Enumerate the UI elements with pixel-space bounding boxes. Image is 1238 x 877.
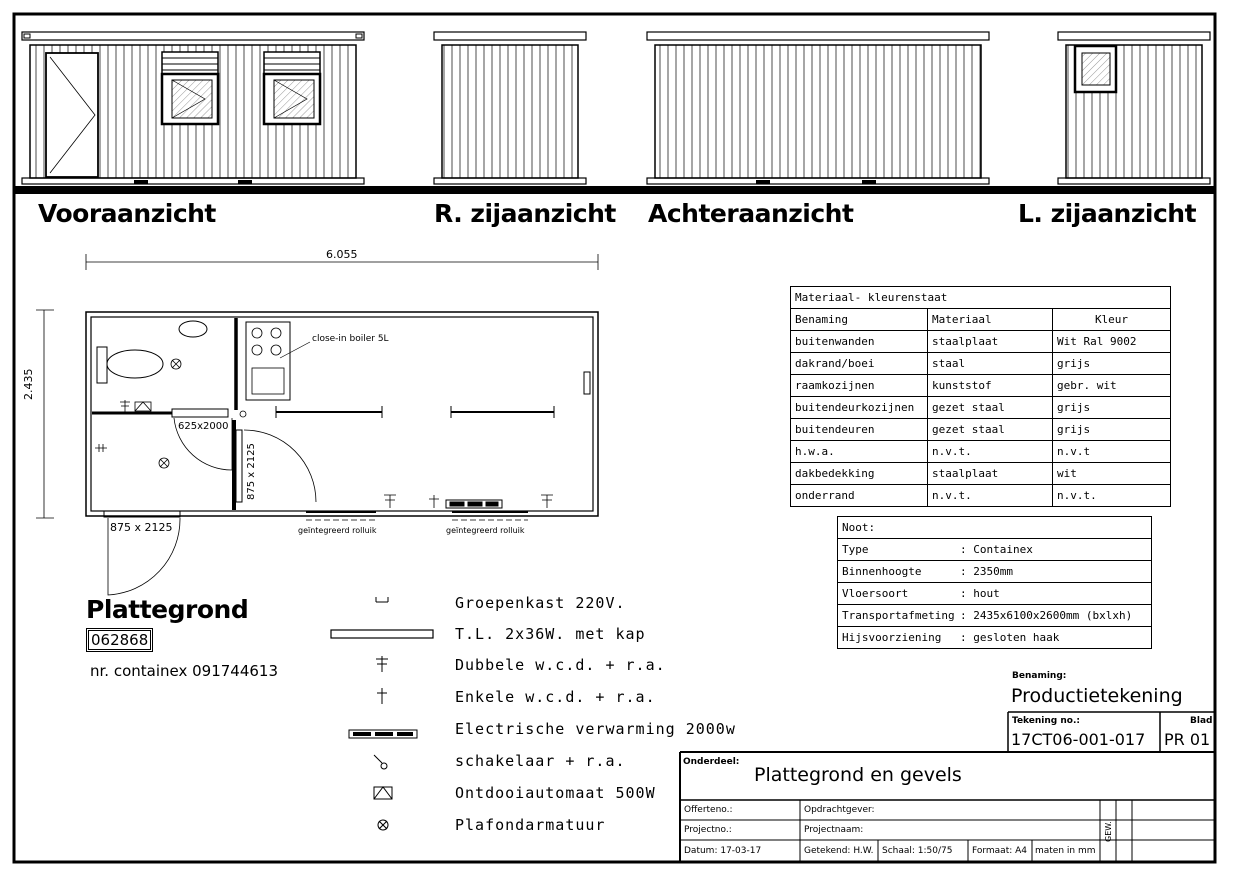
legend-item: Plafondarmatuur [455, 816, 606, 834]
formaat-label: Formaat: A4 [972, 846, 1028, 856]
ground-band [14, 186, 1215, 194]
onderdeel-value: Plattegrond en gevels [754, 764, 962, 786]
shutter-label-2: geïntegreerd rolluik [446, 526, 525, 535]
legend-item: Enkele w.c.d. + r.a. [455, 688, 656, 706]
view-title-right: R. zijaanzicht [434, 199, 616, 228]
table-row: Binnenhoogte : 2350mm [838, 561, 1152, 583]
single-socket-icon [377, 688, 387, 704]
plan-title: Plattegrond [86, 595, 249, 624]
table-row: buitenwanden staalplaat Wit Ral 9002 [791, 331, 1171, 353]
table-row: dakbedekking staalplaat wit [791, 463, 1171, 485]
schaal-label: Schaal: 1:50/75 [882, 846, 953, 856]
left-elevation [1058, 32, 1210, 184]
containex-number: nr. containex 091744613 [90, 662, 279, 680]
boiler-label: close-in boiler 5L [312, 334, 389, 344]
shutter-label-1: geïntegreerd rolluik [298, 526, 377, 535]
legend-item: Groepenkast 220V. [455, 594, 626, 612]
legend-item: Electrische verwarming 2000w [455, 720, 736, 738]
groepenkast-icon [376, 597, 388, 602]
width-dimension: 6.055 [326, 248, 358, 261]
offerteno-label: Offerteno.: [684, 805, 733, 815]
inner-door-label: 625x2000 [178, 421, 229, 432]
switch-icon [374, 755, 387, 769]
view-title-front: Vooraanzicht [38, 199, 216, 228]
table-row: onderrand n.v.t. n.v.t. [791, 485, 1171, 507]
legend-item: Ontdooiautomaat 500W [455, 784, 656, 802]
table-row: Type : Containex [838, 539, 1152, 561]
maten-label: maten in mm [1035, 846, 1096, 856]
opdrachtgever-label: Opdrachtgever: [804, 805, 875, 815]
table-row: Vloersoort : hout [838, 583, 1152, 605]
benaming-label: Benaming: [1012, 671, 1067, 681]
table-row: Hijsvoorziening : gesloten haak [838, 627, 1152, 649]
back-elevation [647, 32, 989, 184]
outer-door-label: 875 x 2125 [110, 521, 173, 534]
view-title-back: Achteraanzicht [648, 199, 854, 228]
floor-plan [36, 254, 598, 595]
plan-number: 062868 [88, 630, 151, 650]
tl-light-icon [331, 630, 433, 638]
legend-item: T.L. 2x36W. met kap [455, 625, 646, 643]
legend-symbols [331, 597, 433, 830]
legend-item: schakelaar + r.a. [455, 752, 626, 770]
front-elevation [22, 32, 364, 184]
benaming-value: Productietekening [1011, 685, 1183, 707]
plan-number-frame [86, 628, 153, 652]
getekend-label: Getekend: H.W. [804, 846, 874, 856]
materials-header: Benaming [791, 309, 928, 331]
materials-title: Materiaal- kleurenstaat [791, 287, 1171, 309]
table-row: dakrand/boei staal grijs [791, 353, 1171, 375]
table-row: buitendeurkozijnen gezet staal grijs [791, 397, 1171, 419]
legend-item: Dubbele w.c.d. + r.a. [455, 656, 666, 674]
double-socket-icon [376, 656, 388, 672]
tekening-value: 17CT06-001-017 [1011, 730, 1146, 749]
onderdeel-label: Onderdeel: [683, 757, 740, 767]
blad-label: Blad: [1190, 716, 1217, 726]
tekening-label: Tekening no.: [1012, 716, 1080, 726]
notes-table [837, 516, 1152, 649]
datum-label: Datum: 17-03-17 [684, 846, 762, 856]
table-row: buitendeuren gezet staal grijs [791, 419, 1171, 441]
toilet-door-label: 875 x 2125 [246, 443, 257, 500]
height-dimension: 2.435 [22, 368, 35, 400]
blad-value: PR 01 [1164, 730, 1211, 749]
right-elevation [434, 32, 586, 184]
table-row: raamkozijnen kunststof gebr. wit [791, 375, 1171, 397]
table-row: Transportafmeting : 2435x6100x2600mm (bxlxh) [838, 605, 1152, 627]
projectno-label: Projectno.: [684, 825, 732, 835]
materials-header: Kleur [1053, 309, 1171, 331]
projectnaam-label: Projectnaam: [804, 825, 864, 835]
defrost-icon [374, 787, 392, 799]
table-row: h.w.a. n.v.t. n.v.t [791, 441, 1171, 463]
materials-table [790, 286, 1171, 507]
view-title-left: L. zijaanzicht [1018, 199, 1197, 228]
notes-title: Noot: [838, 517, 1152, 539]
materials-header: Materiaal [928, 309, 1053, 331]
gew-label: GEW. [1104, 821, 1113, 842]
